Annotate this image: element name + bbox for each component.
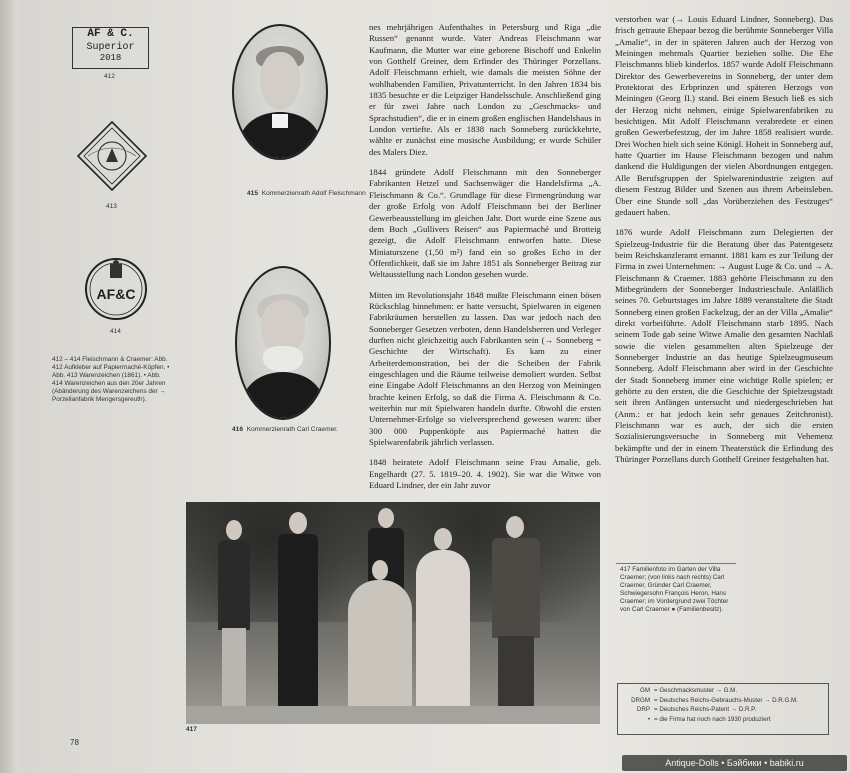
left-paragraph-3: Mitten im Revolutionsjahr 1848 mußte Fleischmann einen bösen Rückschlag hinnehmen: er hatte versucht, Spielwaren in eigenen Fabrikräumen herstellen zu lassen. Das war jedoch nach den Sonneberger Gesetzen verboten, denn Handelsherren und Verleger durften nicht gleichzeitig auch Fabrikanten sein (→ Sonneberg = Geschichte der Wirtschaft). Es kam zu einer Arbeiterdemonstration, bei der die Scheiben der Fabrik eingeschlagen und die Räume teilweise demoliert wurden. Selbst eine Eingabe Adolf Fleischmanns an den Herzog von Meiningen brachte keinen Erfolg, so daß die Firma A. Fleischmann & Co. weiterhin nur mit Spielwaren handeln durfte. Obwohl die ersten Unternehmer-Erfolge so vielversprechend gewesen waren: über 300 000 Puppenköpfe aus Papiermaché hatten die Spielwarenfabrik jährlich verlassen. xyxy=(369,289,601,448)
page-number: 78 xyxy=(70,738,79,747)
portrait-416-text: Kommerzienrath Carl Craemer. xyxy=(246,426,338,433)
watermark-banner: Antique-Dolls • Бэйбики • babiki.ru xyxy=(622,755,847,771)
caption-divider xyxy=(616,563,736,564)
trademark-412-line2: Superior xyxy=(86,42,135,53)
portrait-415-caption xyxy=(247,190,366,197)
person-figure xyxy=(488,516,544,720)
right-paragraph-2: 1876 wurde Adolf Fleischmann zum Delegierten der Spielzeug-Industrie für die Beratung über das Patentgesetz beim Reichskanzleramt ernannt. 1881 kam es zur Teilung der Firma in zwei Unternehmen: → August Luge & Co. und → A. Fleischmann & Craemer. 1883 gehörte Fleischmann zu den Mitbegründern der Sonneberger Industrieschule. Anläßlich seines 70. Geburtstages im Jahre 1889 veranstaltete die Stadt Sonneberg einen großen Fackelzug, der an der Villa „Amalie“ direkt vorbeiführte. Adolf Fleischmann starb 1895. Nach seinem Tode gab seine Witwe Amalie den gesamten Nachlaß sowie die vielen gesammelten alten Spielzeuge der Sonneberger Industrie an das heutige Spielzeugmuseum Sonneberg. Adolf Fleischmann aber wird in der Geschichte der Stadt Sonneberg immer eine wichtige Rolle spielen; er gehörte zu den ersten, die die Geschichte der Spielzeugstadt seit ihren Anfängen untersucht und niedergeschrieben hat (Anm.: er hat jedoch kein sehr genaues Zeitchronist). Fleischmann war es auch, der sich die ersten Sozialisierungsversuche in Sonneberg mit Vehemenz bekämpfte und der in einem Theaterstück die Erfindung des Thüringer Porzellans durch Gotthelf Greiner festgehalten hat. xyxy=(615,227,833,465)
left-paragraph-1: nes mehrjährigen Aufenthaltes in Petersburg und Riga „die Russen“ genannt wurde. Vater Andreas Fleischmann war Kaufmann, die Mutter war eine geborene Bischoff und Enkelin von Gotthelf Greiner, dem Erfinder des Thüringer Porzellans. Adolf Fleischmann erhielt, wie damals die meisten Söhne der wohlhabenden Familien, Privatunterricht. In den Jahren 1834 bis 1835 besuchte er die Leipziger Handelsschule. Anschließend ging er für zwei Jahre nach London zu „Geschmacks- und Sprachstudien“, die er in einem großen englischen Handelshaus in London vertiefte. Als er 1838 nach Sonneberg zurückkehrte, wählte er zunächst eine musische Ausbildung; er wurde Schüler des Malers Diez. xyxy=(369,22,601,157)
portrait-416-caption xyxy=(232,426,338,433)
photo-417-caption: 417 Familienfoto im Garten der Villa Craemer; (von links nach rechts) Carl Craemer, Gründer Carl Craemer, Schwiegersohn François Heron, Hans Craemer; im Vordergrund zwei Töchter von Carl Craemer ● (Familienbesitz). xyxy=(620,566,729,613)
figure-number-414: 414 xyxy=(110,328,121,335)
person-figure xyxy=(276,512,320,716)
abbreviation-value: = Geschmacksmuster → G.M. xyxy=(654,687,738,694)
abbreviation-row xyxy=(622,686,824,696)
page-binding-edge xyxy=(0,0,18,773)
person-figure xyxy=(344,560,416,724)
abbreviation-key: DRGM xyxy=(631,696,650,704)
person-figure xyxy=(412,528,474,724)
abbreviation-key: DRP xyxy=(636,706,650,713)
trademark-legend: 412 – 414 Fleischmann & Craemer: Abb. 412 Aufkleber auf Papiermaché-Köpfen. • Abb. 413 Warenzeichen (1861). • Abb. 414 Warenzeichen aus den 20er Jahren (Abänderung des Warenzeichens der → Porzellanfabrik Mengersgereuth). xyxy=(52,356,170,403)
portrait-adolf-fleischmann xyxy=(232,24,328,160)
person-figure xyxy=(216,520,252,716)
trademark-414-text: AF&C xyxy=(96,286,136,302)
trademark-412-line3: 2018 xyxy=(99,53,122,63)
portrait-415-text: Kommerzienrath Adolf Fleischmann xyxy=(261,190,366,197)
left-paragraph-2: 1844 gründete Adolf Fleischmann mit den Sonneberger Fabrikanten Hetzel und Sachsenwäger die Handelsfirma „A. Fleischmann & Co.“. Grundlage für diese Firmengründung war der große Erfolg von Adolf Fleischmann bei der Berliner Gewerbeausstellung im gleichen Jahr. Dort wurde eine Szene aus dem Buch „Gullivers Reisen“ aus Papiermaché und Brotteig gezeigt, die Adolf Fleischmann entworfen hatte. Diese Miniaturszene (1,50 m²) fand ein so großes Echo in der Öffentlichkeit, daß sie im Jahre 1851 als Sonneberger Beitrag zur Weltausstellung nach London gesehen wurde. xyxy=(369,167,601,280)
abbreviation-row xyxy=(622,715,824,725)
portrait-416-number: 416 xyxy=(232,426,244,433)
trademark-412-label xyxy=(72,27,149,69)
left-paragraph-4: 1848 heiratete Adolf Fleischmann seine Frau Amalie, geb. Engelhardt (27. 5. 1819–20. 4. 1902). Sie war die Witwe von Eduard Lindner, der ein Jahr zuvor xyxy=(369,457,601,491)
figure-number-413: 413 xyxy=(106,203,117,210)
portrait-415-number: 415 xyxy=(247,190,259,197)
figure-number-417: 417 xyxy=(186,726,197,733)
abbreviations-box xyxy=(617,683,829,735)
abbreviation-row xyxy=(622,696,824,706)
right-paragraph-1: verstorben war (→ Louis Eduard Lindner, Sonneberg). Das frisch getraute Ehepaar bezog die berühmte Sonneberger Villa „Amalie“, in der in späteren Jahren auch der Herzog von Meiningen mehrmals Quartier beziehen sollte. Die Ehe Fleischmanns blieb kinderlos. 1857 wurde Adolf Fleischmann Direktor des Gewerbevereins in Sonneberg, der unter dem Protektorat des Erbprinzen und späteren Herzogs von Meiningen (Georg II.) stand. Bei einem Besuch ließ es sich der Herzog nicht nehmen, einige Spielwarenfabriken zu besichtigen. Mit Adolf Fleischmann verabredete er einen großen Gewerbefestzug, der im Jahre 1858 realisiert wurde. Drei Wochen hielt sich seine Königl. Hoheit in Sonneberg auf, hatte Quartier im Hause Fleischmann bezogen und nahm dankend die Huldigungen der vielen Abordnungen entgegen. Alle Berufsgruppen der Spielwarenindustrie zeigten auf diesem Festzug Bilder und Szenen aus ihrem Arbeitsleben. Über eine Stunde soll „das Vorüberziehen des Festzuges“ gedauert haben. xyxy=(615,14,833,217)
text-column-left xyxy=(369,22,601,500)
trademark-414-roundel xyxy=(82,256,150,322)
abbreviation-key: • xyxy=(647,715,650,723)
text-column-right xyxy=(615,14,833,474)
abbreviation-value: = Deutsches Reichs-Patent → D.R.P. xyxy=(654,706,757,713)
abbreviation-row xyxy=(622,705,824,715)
trademark-412-line1: AF & C. xyxy=(87,28,134,40)
portrait-carl-craemer xyxy=(235,266,331,420)
diamond-trademark-icon xyxy=(76,120,148,192)
abbreviation-key: GM xyxy=(640,687,650,694)
trademark-413-diamond xyxy=(76,120,148,192)
abbreviation-value: = Deutsches Reichs-Gebrauchs-Muster → D.R.G.M. xyxy=(654,696,798,704)
figure-number-412: 412 xyxy=(104,73,115,80)
family-photo-417 xyxy=(186,502,600,724)
abbreviation-value: = die Firma hat noch nach 1930 produziert xyxy=(654,715,771,723)
